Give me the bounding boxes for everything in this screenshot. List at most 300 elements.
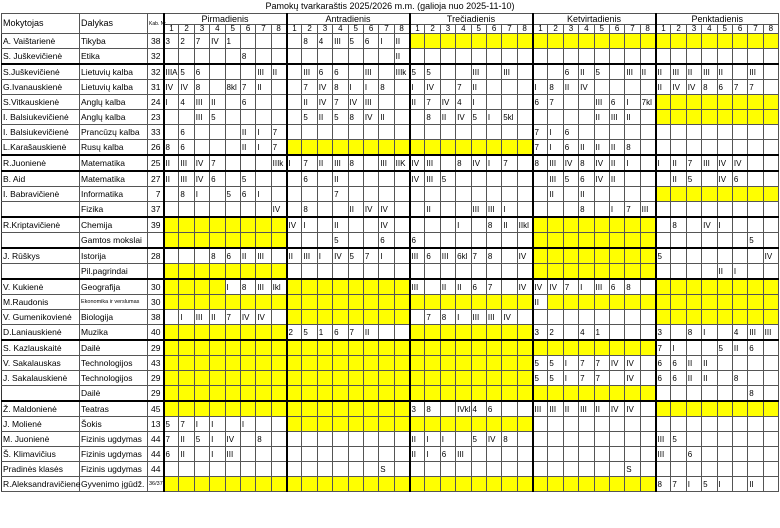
lesson-cell: [579, 233, 594, 249]
lesson-cell: [287, 202, 302, 218]
subject-name: Dailė: [80, 340, 148, 356]
lesson-cell: 5kl: [502, 110, 517, 125]
lesson-cell: [717, 233, 732, 249]
lesson-cell: [625, 34, 640, 49]
cabinet-number: 13: [148, 417, 164, 432]
lesson-cell: [625, 264, 640, 280]
lesson-cell: 8: [256, 432, 271, 447]
lesson-cell: 5: [563, 171, 578, 187]
lesson-cell: IV: [164, 80, 179, 95]
lesson-cell: [748, 202, 763, 218]
lesson-cell: [456, 356, 471, 371]
timetable-row: [2, 140, 779, 156]
lesson-cell: 7: [579, 371, 594, 386]
lesson-cell: [486, 295, 501, 310]
lesson-cell: [302, 49, 317, 65]
lesson-cell: [579, 217, 594, 233]
lesson-cell: [210, 80, 225, 95]
lesson-cell: [609, 477, 624, 492]
lesson-cell: [348, 447, 363, 462]
lesson-cell: [164, 340, 179, 356]
lesson-cell: [471, 462, 486, 477]
lesson-cell: [440, 140, 455, 156]
lesson-cell: III: [302, 64, 317, 80]
lesson-cell: [256, 447, 271, 462]
lesson-cell: [271, 462, 286, 477]
lesson-cell: [348, 401, 363, 417]
lesson-cell: [486, 417, 501, 432]
lesson-cell: [363, 371, 378, 386]
lesson-cell: [333, 356, 348, 371]
lesson-cell: [517, 155, 532, 171]
lesson-cell: [486, 34, 501, 49]
lesson-cell: III: [502, 64, 517, 80]
lesson-cell: III: [194, 110, 209, 125]
lesson-cell: IV: [609, 356, 624, 371]
lesson-cell: [456, 386, 471, 402]
lesson-cell: [471, 477, 486, 492]
lesson-cell: [256, 325, 271, 341]
lesson-cell: [579, 477, 594, 492]
lesson-cell: [640, 417, 655, 432]
lesson-cell: 5: [440, 171, 455, 187]
lesson-cell: [702, 432, 717, 447]
lesson-cell: 7: [425, 310, 440, 325]
lesson-cell: III: [671, 64, 686, 80]
lesson-cell: [379, 310, 394, 325]
lesson-cell: [225, 264, 240, 280]
lesson-cell: [317, 462, 332, 477]
lesson-cell: [317, 447, 332, 462]
lesson-cell: [763, 187, 778, 202]
lesson-cell: [502, 356, 517, 371]
header-day: Pirmadienis: [164, 14, 287, 25]
lesson-cell: [517, 64, 532, 80]
lesson-cell: [563, 34, 578, 49]
lesson-cell: [256, 155, 271, 171]
lesson-cell: [732, 386, 747, 402]
lesson-cell: [225, 110, 240, 125]
lesson-cell: 6: [563, 140, 578, 156]
period-number: 7: [256, 25, 271, 34]
lesson-cell: II: [471, 80, 486, 95]
lesson-cell: [225, 171, 240, 187]
teacher-name: S.Vitkauskienė: [2, 95, 80, 110]
lesson-cell: 8: [625, 279, 640, 295]
lesson-cell: [210, 477, 225, 492]
lesson-cell: [271, 417, 286, 432]
lesson-cell: [210, 356, 225, 371]
lesson-cell: [425, 279, 440, 295]
lesson-cell: [287, 340, 302, 356]
timetable-row: [2, 340, 779, 356]
lesson-cell: III: [256, 64, 271, 80]
lesson-cell: 5: [471, 110, 486, 125]
lesson-cell: 2: [548, 325, 563, 341]
lesson-cell: 7: [179, 417, 194, 432]
cabinet-number: 27: [148, 171, 164, 187]
lesson-cell: 6: [609, 95, 624, 110]
lesson-cell: IV: [517, 279, 532, 295]
lesson-cell: [640, 110, 655, 125]
lesson-cell: [702, 248, 717, 264]
lesson-cell: [533, 432, 548, 447]
lesson-cell: [517, 264, 532, 280]
lesson-cell: I: [563, 356, 578, 371]
lesson-cell: 8: [486, 217, 501, 233]
lesson-cell: [548, 34, 563, 49]
lesson-cell: IV: [763, 248, 778, 264]
lesson-cell: [517, 34, 532, 49]
lesson-cell: [333, 462, 348, 477]
lesson-cell: [164, 325, 179, 341]
lesson-cell: 5: [333, 233, 348, 249]
lesson-cell: [471, 447, 486, 462]
lesson-cell: IV: [548, 279, 563, 295]
lesson-cell: [240, 264, 255, 280]
lesson-cell: [225, 49, 240, 65]
lesson-cell: [410, 386, 425, 402]
lesson-cell: [671, 110, 686, 125]
lesson-cell: [640, 447, 655, 462]
teacher-name: V. Sakalauskas: [2, 356, 80, 371]
lesson-cell: [287, 95, 302, 110]
lesson-cell: 8: [425, 110, 440, 125]
header-cabinet: Kab. Nr.: [148, 14, 164, 34]
lesson-cell: [210, 371, 225, 386]
lesson-cell: 7: [210, 155, 225, 171]
lesson-cell: [732, 202, 747, 218]
teacher-name: G.Ivanauskienė: [2, 80, 80, 95]
lesson-cell: [717, 310, 732, 325]
lesson-cell: [640, 401, 655, 417]
lesson-cell: [164, 110, 179, 125]
cabinet-number: 30: [148, 279, 164, 295]
subject-name: Tikyba: [80, 34, 148, 49]
lesson-cell: [732, 401, 747, 417]
lesson-cell: [763, 295, 778, 310]
lesson-cell: [686, 462, 701, 477]
lesson-cell: 8: [579, 155, 594, 171]
teacher-name: B. Aid: [2, 171, 80, 187]
cabinet-number: 29: [148, 371, 164, 386]
teacher-name: J. Rūškys: [2, 248, 80, 264]
lesson-cell: [609, 295, 624, 310]
lesson-cell: [656, 279, 671, 295]
lesson-cell: [563, 233, 578, 249]
lesson-cell: 8: [379, 80, 394, 95]
lesson-cell: [394, 340, 409, 356]
lesson-cell: [533, 447, 548, 462]
lesson-cell: [609, 64, 624, 80]
lesson-cell: [640, 125, 655, 140]
lesson-cell: 7: [533, 125, 548, 140]
lesson-cell: [686, 386, 701, 402]
period-number: 4: [702, 25, 717, 34]
lesson-cell: [440, 386, 455, 402]
lesson-cell: [225, 295, 240, 310]
lesson-cell: [256, 171, 271, 187]
lesson-cell: II: [594, 401, 609, 417]
lesson-cell: 5: [225, 187, 240, 202]
lesson-cell: [240, 432, 255, 447]
lesson-cell: 6: [671, 356, 686, 371]
lesson-cell: 7: [594, 371, 609, 386]
lesson-cell: [763, 371, 778, 386]
lesson-cell: I: [379, 248, 394, 264]
lesson-cell: [440, 371, 455, 386]
lesson-cell: III: [256, 279, 271, 295]
lesson-cell: IV: [440, 95, 455, 110]
lesson-cell: IV: [579, 80, 594, 95]
lesson-cell: [287, 187, 302, 202]
lesson-cell: [686, 110, 701, 125]
lesson-cell: [671, 34, 686, 49]
lesson-cell: [517, 295, 532, 310]
lesson-cell: [748, 110, 763, 125]
lesson-cell: [763, 432, 778, 447]
lesson-cell: [625, 187, 640, 202]
lesson-cell: [579, 310, 594, 325]
lesson-cell: [317, 202, 332, 218]
lesson-cell: [702, 340, 717, 356]
lesson-cell: [656, 49, 671, 65]
lesson-cell: 7: [363, 248, 378, 264]
lesson-cell: [287, 279, 302, 295]
lesson-cell: [425, 49, 440, 65]
lesson-cell: III: [440, 248, 455, 264]
lesson-cell: [379, 477, 394, 492]
lesson-cell: [471, 217, 486, 233]
lesson-cell: [640, 171, 655, 187]
lesson-cell: [471, 140, 486, 156]
lesson-cell: I: [456, 217, 471, 233]
lesson-cell: [456, 325, 471, 341]
lesson-cell: [179, 340, 194, 356]
lesson-cell: [702, 34, 717, 49]
lesson-cell: [271, 248, 286, 264]
timetable-row: [2, 279, 779, 295]
lesson-cell: [440, 417, 455, 432]
lesson-cell: [225, 95, 240, 110]
cabinet-number: 28: [148, 248, 164, 264]
lesson-cell: I: [164, 95, 179, 110]
teacher-name: J. Molienė: [2, 417, 80, 432]
lesson-cell: [640, 233, 655, 249]
lesson-cell: [640, 264, 655, 280]
lesson-cell: IV: [363, 202, 378, 218]
lesson-cell: I: [732, 264, 747, 280]
lesson-cell: [379, 95, 394, 110]
lesson-cell: II: [410, 447, 425, 462]
lesson-cell: [763, 310, 778, 325]
lesson-cell: [609, 447, 624, 462]
lesson-cell: 7: [748, 80, 763, 95]
lesson-cell: [456, 202, 471, 218]
lesson-cell: [410, 356, 425, 371]
lesson-cell: [379, 401, 394, 417]
lesson-cell: II: [410, 432, 425, 447]
lesson-cell: [271, 295, 286, 310]
lesson-cell: [702, 295, 717, 310]
lesson-cell: IV: [348, 95, 363, 110]
lesson-cell: 5: [548, 371, 563, 386]
lesson-cell: [425, 233, 440, 249]
lesson-cell: [609, 233, 624, 249]
lesson-cell: 8: [348, 110, 363, 125]
teacher-name: M. Juonienė: [2, 432, 80, 447]
lesson-cell: [548, 417, 563, 432]
lesson-cell: [717, 386, 732, 402]
lesson-cell: [763, 401, 778, 417]
lesson-cell: [671, 233, 686, 249]
lesson-cell: [671, 462, 686, 477]
lesson-cell: [302, 340, 317, 356]
lesson-cell: [225, 462, 240, 477]
lesson-cell: [317, 264, 332, 280]
lesson-cell: [194, 295, 209, 310]
period-number: 1: [410, 25, 425, 34]
lesson-cell: [164, 248, 179, 264]
teacher-name: Ž. Maldonienė: [2, 401, 80, 417]
lesson-cell: 8: [502, 432, 517, 447]
lesson-cell: II: [717, 64, 732, 80]
period-number: 3: [563, 25, 578, 34]
lesson-cell: [609, 340, 624, 356]
lesson-cell: [502, 325, 517, 341]
lesson-cell: [656, 202, 671, 218]
lesson-cell: [671, 95, 686, 110]
lesson-cell: IIIA: [164, 64, 179, 80]
lesson-cell: [302, 233, 317, 249]
lesson-cell: [440, 187, 455, 202]
lesson-cell: II: [656, 80, 671, 95]
lesson-cell: III: [625, 64, 640, 80]
lesson-cell: [748, 171, 763, 187]
lesson-cell: [317, 171, 332, 187]
lesson-cell: IV: [686, 80, 701, 95]
lesson-cell: [686, 432, 701, 447]
lesson-cell: [533, 340, 548, 356]
lesson-cell: IV: [625, 356, 640, 371]
lesson-cell: [210, 279, 225, 295]
lesson-cell: [425, 371, 440, 386]
lesson-cell: [240, 34, 255, 49]
timetable-row: [2, 64, 779, 80]
lesson-cell: [471, 171, 486, 187]
lesson-cell: 7: [164, 432, 179, 447]
lesson-cell: [394, 401, 409, 417]
lesson-cell: [225, 356, 240, 371]
lesson-cell: [517, 310, 532, 325]
lesson-cell: III: [486, 310, 501, 325]
lesson-cell: [225, 325, 240, 341]
lesson-cell: [333, 371, 348, 386]
lesson-cell: [271, 356, 286, 371]
lesson-cell: [671, 386, 686, 402]
lesson-cell: [763, 80, 778, 95]
period-number: 2: [548, 25, 563, 34]
lesson-cell: [240, 356, 255, 371]
lesson-cell: [686, 295, 701, 310]
lesson-cell: [548, 233, 563, 249]
lesson-cell: [471, 233, 486, 249]
lesson-cell: 8: [210, 248, 225, 264]
period-number: 5: [594, 25, 609, 34]
lesson-cell: [333, 295, 348, 310]
lesson-cell: [625, 432, 640, 447]
lesson-cell: [394, 477, 409, 492]
lesson-cell: [533, 171, 548, 187]
lesson-cell: [194, 49, 209, 65]
lesson-cell: [333, 310, 348, 325]
cabinet-number: 38: [148, 310, 164, 325]
lesson-cell: [563, 110, 578, 125]
lesson-cell: [225, 125, 240, 140]
timetable-row: [2, 401, 779, 417]
lesson-cell: [348, 356, 363, 371]
lesson-cell: [533, 110, 548, 125]
teacher-name: A. Vaištarienė: [2, 34, 80, 49]
lesson-cell: [225, 233, 240, 249]
lesson-cell: [271, 340, 286, 356]
lesson-cell: III: [579, 401, 594, 417]
cabinet-number: 32: [148, 49, 164, 65]
period-number: 4: [456, 25, 471, 34]
lesson-cell: [425, 325, 440, 341]
lesson-cell: [256, 233, 271, 249]
lesson-cell: IVkl: [456, 401, 471, 417]
lesson-cell: [348, 371, 363, 386]
lesson-cell: [594, 264, 609, 280]
lesson-cell: [609, 187, 624, 202]
lesson-cell: [656, 386, 671, 402]
lesson-cell: [517, 401, 532, 417]
cabinet-number: 36/37: [148, 477, 164, 492]
cabinet-number: 37: [148, 202, 164, 218]
lesson-cell: [563, 477, 578, 492]
lesson-cell: 8: [548, 80, 563, 95]
lesson-cell: III: [256, 248, 271, 264]
lesson-cell: [256, 417, 271, 432]
lesson-cell: [486, 371, 501, 386]
lesson-cell: [194, 279, 209, 295]
lesson-cell: [717, 202, 732, 218]
lesson-cell: [394, 432, 409, 447]
lesson-cell: [240, 217, 255, 233]
lesson-cell: [594, 386, 609, 402]
lesson-cell: [717, 325, 732, 341]
lesson-cell: [486, 80, 501, 95]
lesson-cell: [179, 325, 194, 341]
teacher-name: J. Sakalauskienė: [2, 371, 80, 386]
lesson-cell: [394, 202, 409, 218]
lesson-cell: 8: [579, 202, 594, 218]
cabinet-number: 38: [148, 34, 164, 49]
lesson-cell: II: [548, 187, 563, 202]
lesson-cell: 8: [732, 371, 747, 386]
lesson-cell: [625, 233, 640, 249]
lesson-cell: [164, 386, 179, 402]
lesson-cell: [164, 401, 179, 417]
lesson-cell: [333, 401, 348, 417]
lesson-cell: IV: [732, 155, 747, 171]
lesson-cell: [563, 49, 578, 65]
lesson-cell: [440, 64, 455, 80]
lesson-cell: [640, 248, 655, 264]
lesson-cell: [256, 386, 271, 402]
lesson-cell: [640, 356, 655, 371]
